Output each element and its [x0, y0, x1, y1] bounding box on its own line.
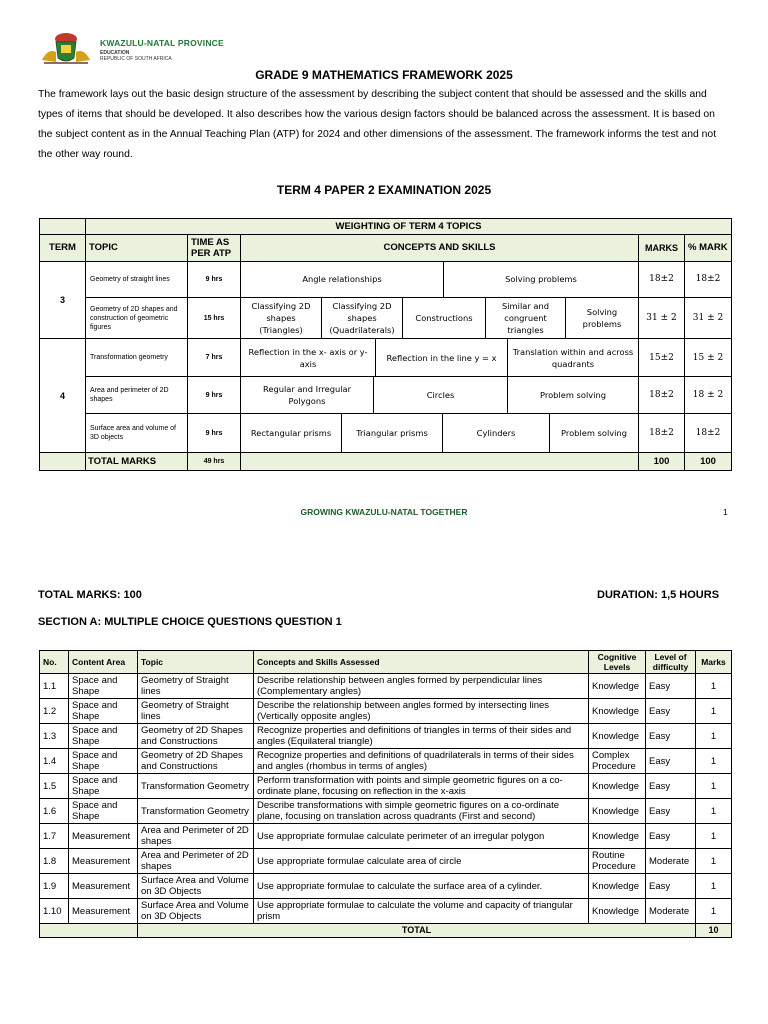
weighting-table [39, 218, 732, 471]
footer-slogan: GROWING KWAZULU-NATAL TOGETHER [300, 507, 468, 517]
concept-cell: Classifying 2D shapes (Quadrilaterals) [322, 298, 403, 338]
logo-subtitle: EDUCATION [100, 50, 130, 56]
topic: Transformation Geometry [138, 799, 254, 824]
topic: Geometry of Straight lines [138, 674, 254, 699]
table-row [40, 699, 732, 724]
topic: Geometry of 2D Shapes and Constructions [138, 749, 254, 774]
topic: Geometry of 2D Shapes and Constructions [138, 724, 254, 749]
content-area: Space and Shape [69, 749, 138, 774]
topic: Geometry of Straight lines [138, 699, 254, 724]
concept-cell: Problem solving [550, 414, 639, 451]
time-cell: 9 hrs [188, 414, 241, 452]
difficulty: Easy [646, 799, 696, 824]
content-area: Space and Shape [69, 774, 138, 799]
concept-cell: Reflection in the x- axis or y-axis [248, 346, 368, 369]
table-row [40, 749, 732, 774]
section-title: TERM 4 PAPER 2 EXAMINATION 2025 [276, 183, 492, 197]
concept-cell: Solving problems [444, 262, 639, 297]
table-row [40, 774, 732, 799]
marks: 1 [696, 749, 732, 774]
concept-cell: Rectangular prisms [250, 428, 332, 438]
difficulty: Easy [646, 724, 696, 749]
weighting-caption: WEIGHTING OF TERM 4 TOPICS [86, 219, 732, 235]
concepts: Use appropriate formulae to calculate the surface area of a cylinder. [254, 874, 589, 899]
difficulty: Easy [646, 699, 696, 724]
marks-cell: 18±2 [639, 261, 685, 297]
topic: Surface Area and Volume on 3D Objects [138, 899, 254, 924]
concept-cell: Constructions [403, 298, 486, 338]
concepts: Use appropriate formulae calculate perimeter of an irregular polygon [254, 824, 589, 849]
marks: 1 [696, 824, 732, 849]
topic-cell: Geometry of 2D shapes and construction of geometric figures [86, 297, 188, 338]
content-area: Space and Shape [69, 724, 138, 749]
total-marks: 10 [696, 924, 732, 938]
concepts: Describe the relationship between angles formed by intersecting lines (Vertically opposite angles) [254, 699, 589, 724]
topic-cell: Surface area and volume of 3D objects [86, 414, 188, 452]
content-area: Measurement [69, 849, 138, 874]
header-marks: Marks [696, 651, 732, 674]
province-logo [38, 30, 268, 66]
table-row [40, 899, 732, 924]
content-area: Space and Shape [69, 674, 138, 699]
total-marks-value: 100 [639, 452, 685, 470]
header-marks: MARKS [639, 235, 685, 261]
marks-cell: 18±2 [639, 414, 685, 452]
total-pct-value: 100 [685, 452, 732, 470]
concepts: Use appropriate formulae calculate area of circle [254, 849, 589, 874]
difficulty: Easy [646, 749, 696, 774]
question-no: 1.6 [40, 799, 69, 824]
concept-cell: Solving problems [566, 298, 639, 338]
header-concepts: CONCEPTS AND SKILLS [241, 235, 639, 261]
difficulty: Moderate [646, 849, 696, 874]
document-title: GRADE 9 MATHEMATICS FRAMEWORK 2025 [255, 68, 513, 82]
concept-cell: Similar and congruent triangles [486, 298, 566, 338]
cognitive-level: Knowledge [589, 674, 646, 699]
concepts: Recognize properties and definitions of quadrilaterals in terms of their sides and angles (rhombus in terms of angles) [254, 749, 589, 774]
total-marks-heading: TOTAL MARKS: 100 [38, 589, 142, 601]
marks: 1 [696, 724, 732, 749]
logo-subtitle-2: REPUBLIC OF SOUTH AFRICA [100, 56, 172, 62]
section-a-heading: SECTION A: MULTIPLE CHOICE QUESTIONS QUESTION 1 [38, 616, 342, 628]
concept-cell: Cylinders [443, 414, 550, 451]
question-no: 1.2 [40, 699, 69, 724]
question-no: 1.9 [40, 874, 69, 899]
total-label: TOTAL [138, 924, 696, 938]
topic: Surface Area and Volume on 3D Objects [138, 874, 254, 899]
content-area: Measurement [69, 899, 138, 924]
cognitive-level: Knowledge [589, 824, 646, 849]
topic: Area and Perimeter of 2D shapes [138, 849, 254, 874]
cognitive-level: Knowledge [589, 699, 646, 724]
difficulty: Easy [646, 774, 696, 799]
concepts: Recognize properties and definitions of triangles in terms of their sides and angles (Equilateral triangle) [254, 724, 589, 749]
difficulty: Easy [646, 824, 696, 849]
cognitive-level: Knowledge [589, 724, 646, 749]
term-cell: 3 [40, 261, 86, 339]
topic-cell: Area and perimeter of 2D shapes [86, 376, 188, 413]
question-no: 1.3 [40, 724, 69, 749]
header-term: TERM [40, 235, 86, 261]
time-cell: 15 hrs [188, 297, 241, 338]
intro-paragraph: The framework lays out the basic design structure of the assessment by describing the subject content that should be assessed and the skills and types of items that should be developed. It also describes how the various design factors should be balanced across the assessment. It is based on the subject content as in the Annual Teaching Plan (ATP) for 2024 and other dimensions of the assessment. The framework informs the test and not the other way round. [38, 89, 717, 160]
header-concepts: Concepts and Skills Assessed [254, 651, 589, 674]
term-cell: 4 [40, 339, 86, 452]
cognitive-level: Knowledge [589, 799, 646, 824]
question-no: 1.1 [40, 674, 69, 699]
marks: 1 [696, 849, 732, 874]
table-row [40, 724, 732, 749]
table-row [40, 874, 732, 899]
header-pct: % MARK [685, 235, 732, 261]
concept-cell: Angle relationships [302, 274, 382, 285]
table-row [40, 824, 732, 849]
concept-cell: Circles [374, 377, 508, 413]
table-row [40, 674, 732, 699]
header-cognitive: Cognitive Levels [589, 651, 646, 674]
content-area: Measurement [69, 824, 138, 849]
pct-cell: 15 ± 2 [685, 339, 732, 376]
time-cell: 9 hrs [188, 376, 241, 413]
question-no: 1.4 [40, 749, 69, 774]
header-no: No. [40, 651, 69, 674]
marks: 1 [696, 899, 732, 924]
header-topic: Topic [138, 651, 254, 674]
content-area: Space and Shape [69, 699, 138, 724]
concept-cell: Classifying 2D shapes (Triangles) [251, 301, 311, 336]
difficulty: Moderate [646, 899, 696, 924]
concept-cell: Triangular prisms [342, 414, 443, 451]
concept-cell: Reflection in the line y = x [376, 339, 508, 375]
question-no: 1.5 [40, 774, 69, 799]
marks: 1 [696, 799, 732, 824]
content-area: Measurement [69, 874, 138, 899]
marks-cell: 18±2 [639, 376, 685, 413]
concepts: Use appropriate formulae to calculate the volume and capacity of triangular prism [254, 899, 589, 924]
cognitive-level: Knowledge [589, 774, 646, 799]
page-number: 1 [723, 507, 728, 517]
time-cell: 9 hrs [188, 261, 241, 297]
table-row [40, 799, 732, 824]
concepts: Describe relationship between angles formed by perpendicular lines (Complementary angles) [254, 674, 589, 699]
header-content-area: Content Area [69, 651, 138, 674]
marks: 1 [696, 674, 732, 699]
difficulty: Easy [646, 874, 696, 899]
concepts: Describe transformations with simple geometric figures on a co-ordinate plane, focusing on translation across quadrants (First and second) [254, 799, 589, 824]
question-no: 1.10 [40, 899, 69, 924]
cognitive-level: Complex Procedure [589, 749, 646, 774]
cognitive-level: Knowledge [589, 874, 646, 899]
content-area: Space and Shape [69, 799, 138, 824]
marks: 1 [696, 774, 732, 799]
table-row [40, 849, 732, 874]
topic-cell: Geometry of straight lines [86, 261, 188, 297]
coat-of-arms-icon [38, 30, 94, 66]
pct-cell: 18±2 [685, 414, 732, 452]
pct-cell: 18±2 [685, 261, 732, 297]
cognitive-level: Routine Procedure [589, 849, 646, 874]
difficulty: Easy [646, 674, 696, 699]
pct-cell: 18 ± 2 [685, 376, 732, 413]
header-time: TIME AS PER ATP [188, 235, 241, 261]
marks-cell: 15±2 [639, 339, 685, 376]
questions-table [39, 650, 732, 938]
concept-cell: Regular and Irregular Polygons [262, 384, 352, 407]
marks-cell: 31 ± 2 [639, 297, 685, 338]
pct-cell: 31 ± 2 [685, 297, 732, 338]
question-no: 1.7 [40, 824, 69, 849]
topic: Transformation Geometry [138, 774, 254, 799]
topic-cell: Transformation geometry [86, 339, 188, 376]
marks: 1 [696, 699, 732, 724]
concept-cell: Translation within and across quadrants [508, 339, 639, 375]
duration-heading: DURATION: 1,5 HOURS [597, 589, 720, 601]
question-no: 1.8 [40, 849, 69, 874]
time-cell: 7 hrs [188, 339, 241, 376]
total-time: 49 hrs [188, 452, 241, 470]
header-difficulty: Level of difficulty [646, 651, 696, 674]
header-topic: TOPIC [86, 235, 188, 261]
cognitive-level: Knowledge [589, 899, 646, 924]
concept-cell: Problem solving [508, 377, 639, 413]
total-marks-label: TOTAL MARKS [86, 452, 188, 470]
logo-title: KWAZULU-NATAL PROVINCE [100, 38, 224, 48]
topic: Area and Perimeter of 2D shapes [138, 824, 254, 849]
concepts: Perform transformation with points and simple geometric figures on a co-ordinate plane, focusing on reflection in the x-axis [254, 774, 589, 799]
marks: 1 [696, 874, 732, 899]
